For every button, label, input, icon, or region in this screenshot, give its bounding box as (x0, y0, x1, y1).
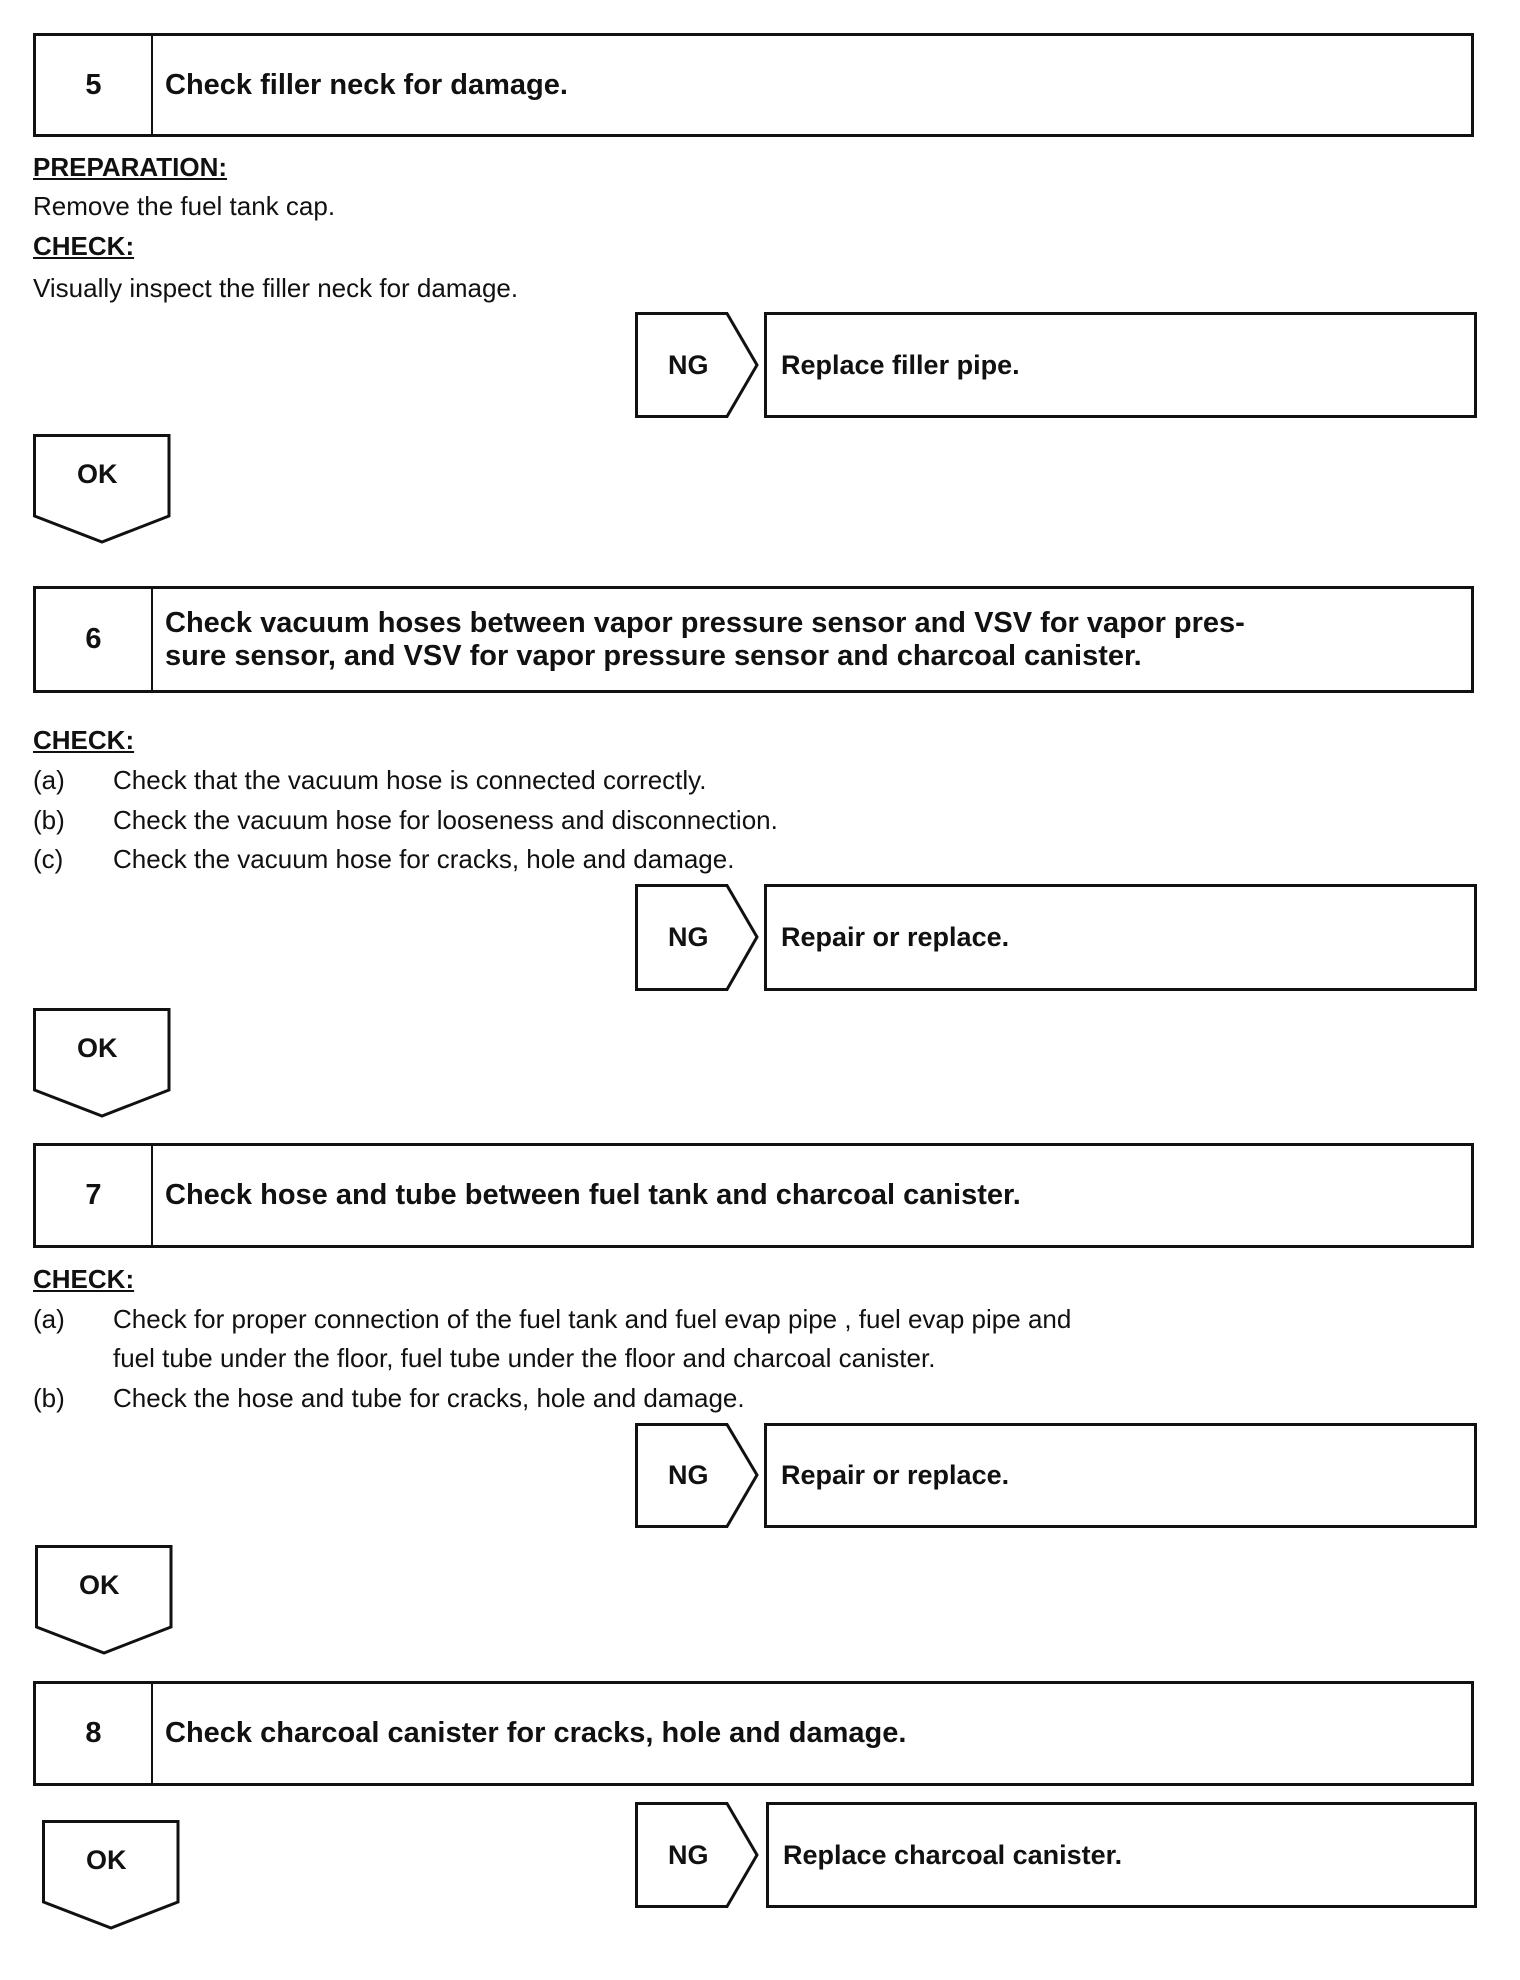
step-title: Check charcoal canister for cracks, hole and damage. (165, 1717, 907, 1749)
step-number: 5 (36, 36, 153, 134)
step-title-line: Check vacuum hoses between vapor pressure sensor and VSV for vapor pres- (165, 606, 1245, 639)
ng-branch-arrow (635, 884, 760, 991)
check-item: Check for proper connection of the fuel tank and fuel evap pipe , fuel evap pipe and (113, 1304, 1072, 1334)
step-8-header (33, 1681, 1474, 1786)
ok-branch-arrow (42, 1820, 182, 1930)
ok-label: OK (86, 1845, 127, 1875)
check-item-continued: fuel tube under the floor, fuel tube under the floor and charcoal canister. (113, 1343, 936, 1373)
check-item: Check the vacuum hose for cracks, hole and damage. (113, 844, 735, 874)
step-number: 7 (36, 1146, 153, 1245)
ok-branch-arrow (33, 1008, 173, 1118)
ok-branch-arrow (35, 1545, 175, 1655)
check-label: CHECK: (33, 1264, 135, 1294)
ok-label: OK (77, 1033, 118, 1063)
check-item: Check the hose and tube for cracks, hole and damage. (113, 1383, 745, 1413)
step-title (153, 589, 1471, 690)
check-marker: (b) (33, 1383, 65, 1413)
step-title: Check hose and tube between fuel tank and charcoal canister. (165, 1179, 1021, 1211)
ng-action-box: Replace charcoal canister. (766, 1802, 1477, 1908)
step-number: 8 (36, 1684, 153, 1783)
check-text: Visually inspect the filler neck for damage. (33, 273, 519, 303)
step-number: 6 (36, 589, 153, 690)
preparation-text: Remove the fuel tank cap. (33, 191, 336, 221)
step-title-line: sure sensor, and VSV for vapor pressure sensor and charcoal canister. (165, 639, 1142, 672)
ng-label: NG (668, 350, 709, 380)
ng-branch-arrow (635, 1802, 760, 1908)
preparation-label: PREPARATION: (33, 152, 228, 182)
check-marker: (c) (33, 844, 64, 874)
check-item: Check that the vacuum hose is connected correctly. (113, 765, 707, 795)
ng-action-box: Replace filler pipe. (764, 312, 1477, 418)
step-5-header (33, 33, 1474, 137)
ok-label: OK (79, 1570, 120, 1600)
ng-label: NG (668, 1460, 709, 1490)
step-7-header (33, 1143, 1474, 1248)
ng-action-box: Repair or replace. (764, 884, 1477, 991)
step-6-header (33, 586, 1474, 693)
step-title: Check filler neck for damage. (165, 68, 568, 101)
check-label: CHECK: (33, 725, 135, 755)
check-marker: (b) (33, 805, 65, 835)
ok-branch-arrow (33, 434, 173, 544)
ng-action-box: Repair or replace. (764, 1423, 1477, 1528)
ng-label: NG (668, 922, 709, 952)
ng-branch-arrow (635, 1423, 760, 1528)
check-marker: (a) (33, 1304, 65, 1334)
check-label: CHECK: (33, 231, 135, 261)
ok-label: OK (77, 459, 118, 489)
check-item: Check the vacuum hose for looseness and disconnection. (113, 805, 778, 835)
ng-label: NG (668, 1840, 709, 1870)
ng-branch-arrow (635, 312, 760, 418)
check-marker: (a) (33, 765, 65, 795)
